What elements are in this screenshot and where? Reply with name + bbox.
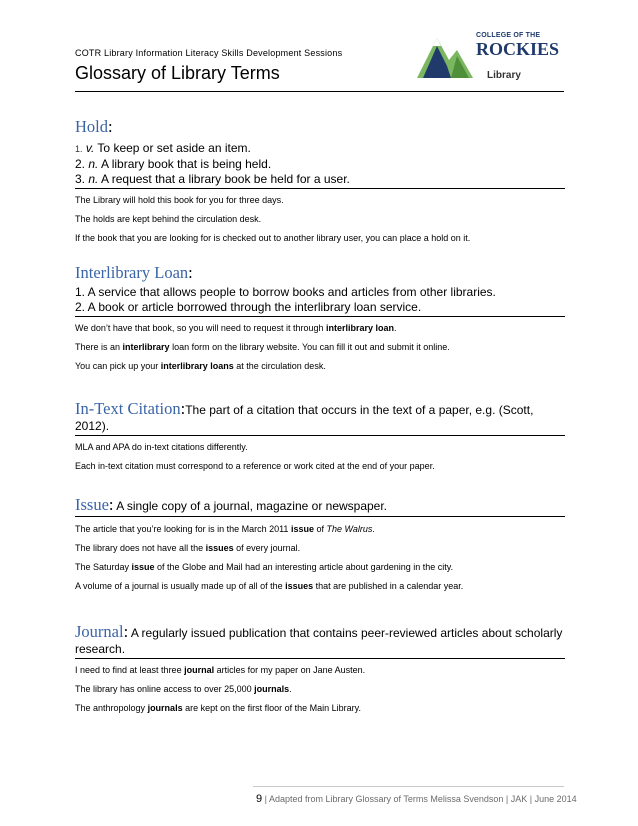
term-heading: Issue — [75, 495, 109, 514]
definition: A regularly issued publication that contains peer-reviewed articles about scholarly — [128, 626, 563, 640]
definition-continued: 2012). — [75, 419, 110, 433]
logo-name: ROCKIES — [476, 39, 560, 59]
footer-divider — [253, 786, 564, 787]
definition: 1. A service that allows people to borrow books and articles from other libraries. — [75, 285, 496, 299]
definition-continued: research. — [75, 642, 126, 656]
term-heading: In-Text Citation — [75, 399, 181, 418]
definition-divider — [75, 516, 565, 517]
logo-library-label: Library — [487, 70, 521, 81]
example-sentence: If the book that you are looking for is checked out to another library user, you can place a hold on it. — [75, 233, 471, 243]
example-sentence: We don’t have that book, so you will need to request it through interlibrary loan. — [75, 323, 397, 333]
example-sentence: The library does not have all the issues of every journal. — [75, 543, 301, 553]
example-sentence: There is an interlibrary loan form on the library website. You can fill it out and submit it online. — [75, 342, 450, 352]
definition-divider — [75, 316, 565, 317]
definition-divider — [75, 435, 565, 436]
entry-issue: Issue: A single copy of a journal, magazine or newspaper. The article that you’re looking for is in the March 2011 issue of The Walrus. The library does not have all the issues of every journal. The Saturday issue of the Globe and Mail had an interesting article about gardening in the city. A volume of a journal is usually made up of all of the issues that are published in a calendar year. — [75, 495, 565, 592]
example-sentence: MLA and APA do in-text citations differently. — [75, 442, 248, 452]
footer-credit: | Adapted from Library Glossary of Terms Melissa Svendson | JAK | June 2014 — [262, 794, 577, 804]
term-heading: Hold — [75, 117, 108, 136]
example-sentence: The Saturday issue of the Globe and Mail had an interesting article about gardening in the city. — [75, 562, 454, 572]
definition: A single copy of a journal, magazine or newspaper. — [113, 499, 388, 513]
example-sentence: The holds are kept behind the circulation desk. — [75, 214, 262, 224]
term-heading: Journal — [75, 622, 124, 641]
example-sentence: The article that you’re looking for is in the March 2011 issue of The Walrus. — [75, 524, 375, 534]
example-sentence: You can pick up your interlibrary loans at the circulation desk. — [75, 361, 326, 371]
entry-journal: Journal: A regularly issued publication that contains peer-reviewed articles about scholarly research. I need to find at least three journal articles for my paper on Jane Austen. The library has online access to over 25,000 journals. The anthropology journals are kept on the first floor of the Main Library. — [75, 622, 565, 714]
header-divider — [75, 91, 564, 92]
definition-divider — [75, 188, 565, 189]
example-sentence: I need to find at least three journal articles for my paper on Jane Austen. — [75, 665, 366, 675]
term-heading: Interlibrary Loan — [75, 263, 189, 282]
logo-top-text: COLLEGE OF THE — [476, 32, 541, 39]
definition: 2. n. A library book that is being held. — [75, 157, 272, 171]
example-sentence: A volume of a journal is usually made up of all of the issues that are published in a calendar year. — [75, 581, 464, 591]
example-sentence: The anthropology journals are kept on the first floor of the Main Library. — [75, 703, 361, 713]
page-number: 9 — [256, 793, 263, 805]
definition: 3. n. A request that a library book be held for a user. — [75, 172, 350, 186]
college-of-the-rockies-logo — [413, 26, 563, 86]
mountain-logo-icon — [413, 30, 475, 80]
example-sentence: Each in-text citation must correspond to a reference or work cited at the end of your paper. — [75, 461, 435, 471]
entry-interlibrary-loan: Interlibrary Loan: 1. A service that allows people to borrow books and articles from other libraries. 2. A book or article borrowed through the interlibrary loan service. We don’t have that book, so you will need to request it through interlibrary loan. There is an interlibrary loan form on the library website. You can fill it out and submit it online. You can pick up your interlibrary loans at the circulation desk. — [75, 263, 565, 372]
example-sentence: The library has online access to over 25,000 journals. — [75, 684, 292, 694]
example-sentence: The Library will hold this book for you for three days. — [75, 195, 284, 205]
definition: 1. v. To keep or set aside an item. — [75, 141, 251, 155]
entry-in-text-citation: In-Text Citation:The part of a citation that occurs in the text of a paper, e.g. (Scott, 2012). MLA and APA do in-text citations differently. Each in-text citation must correspond to a reference or work cited at the end of your paper. — [75, 399, 565, 472]
entry-hold: Hold: 1. v. To keep or set aside an item. 2. n. A library book that is being held. 3. n. A request that a library book be held for a user. The Library will hold this book for you for three days. The holds are kept behind the circulation desk. If the book that you are looking for is checked out to another library user, you can place a hold on it. — [75, 117, 565, 244]
definition-divider — [75, 658, 565, 659]
document-title: Glossary of Library Terms — [75, 63, 280, 83]
page-footer — [256, 793, 577, 805]
series-title: COTR Library Information Literacy Skills Development Sessions — [75, 48, 343, 58]
definition: 2. A book or article borrowed through the interlibrary loan service. — [75, 300, 422, 314]
definition: The part of a citation that occurs in the text of a paper, e.g. (Scott, — [185, 403, 534, 417]
